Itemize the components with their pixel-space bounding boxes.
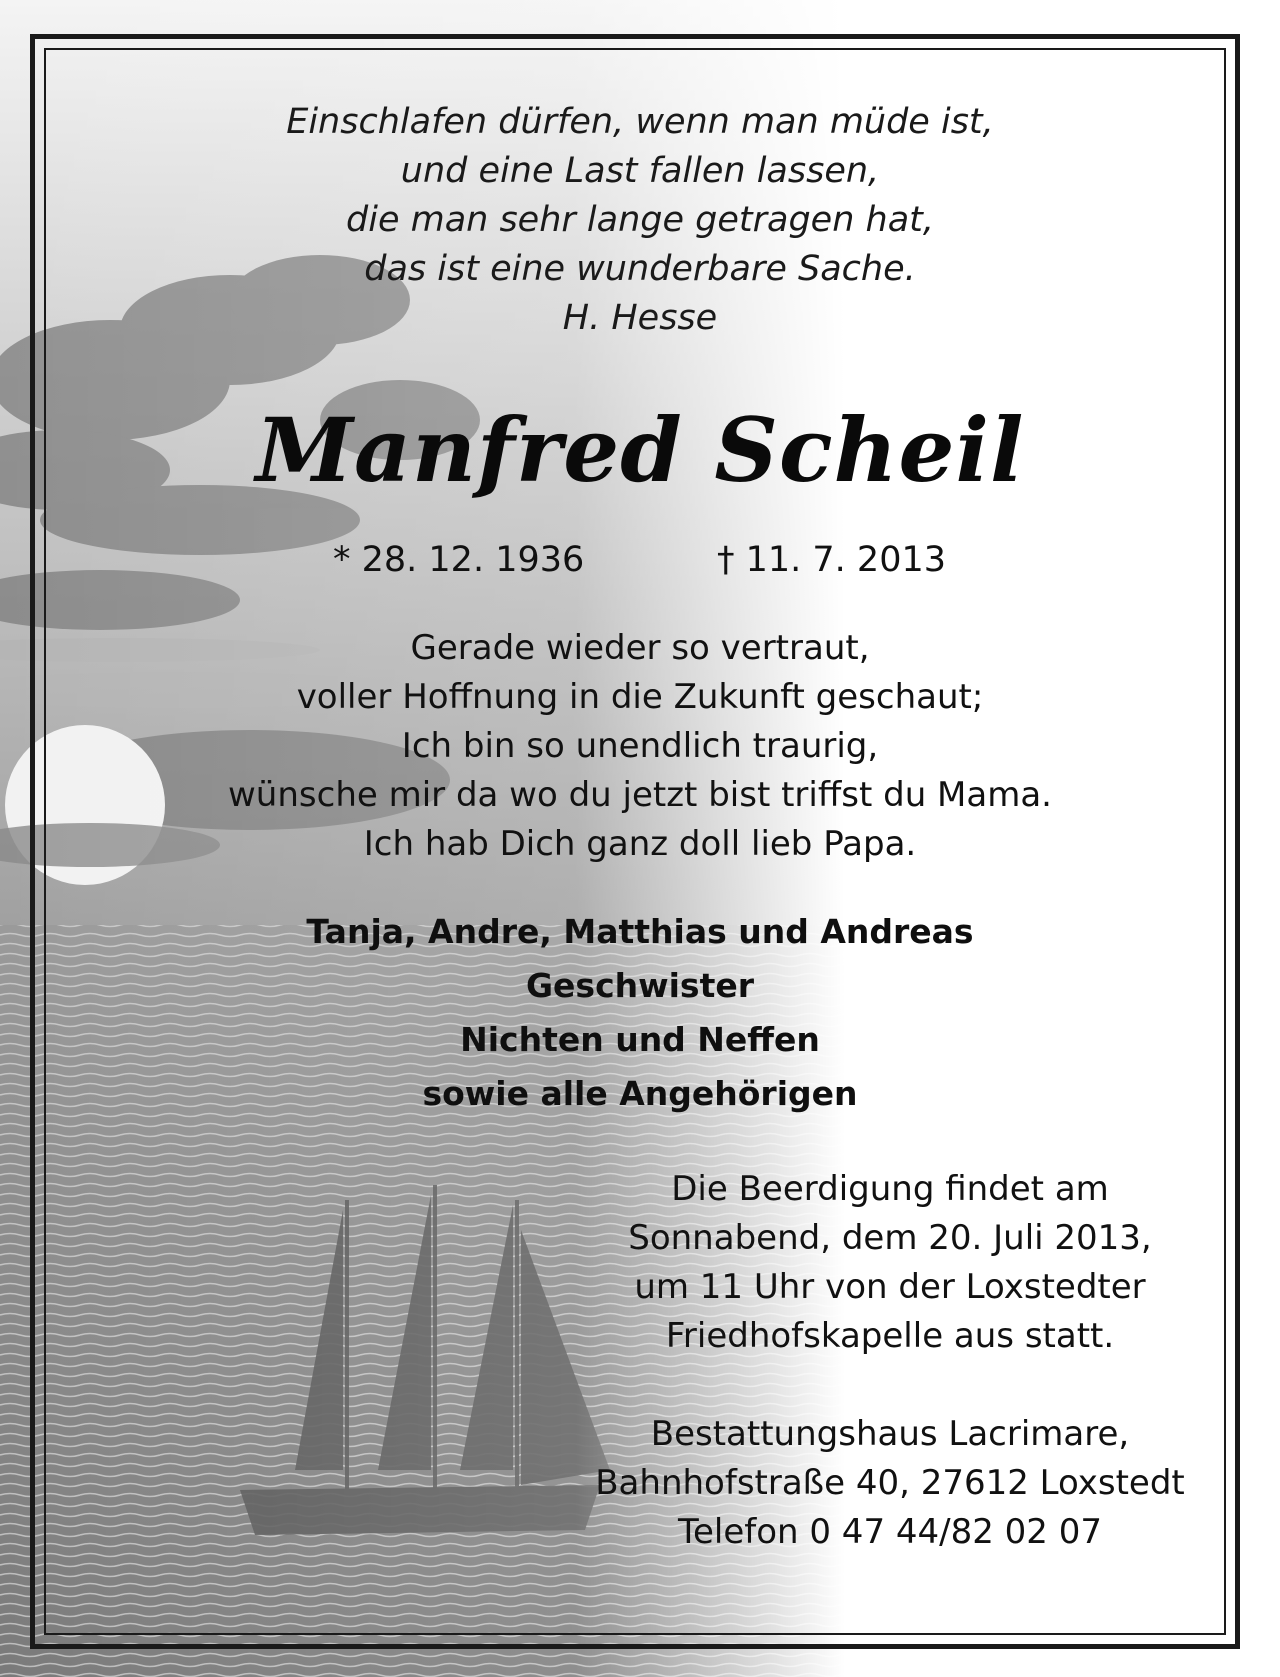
mourners	[0, 905, 1280, 1121]
funeral-line: Sonnabend, dem 20. Juli 2013,	[628, 1218, 1152, 1258]
hesse-quote	[0, 98, 1280, 343]
quote-line: Einschlafen dürfen, wenn man müde ist,	[286, 102, 994, 142]
poem-line: Ich hab Dich ganz doll lieb Papa.	[363, 824, 917, 864]
mourners-line: sowie alle Angehörigen	[422, 1074, 858, 1113]
mourners-line: Geschwister	[525, 966, 755, 1005]
poem-line: wünsche mir da wo du jetzt bist triffst du Mama.	[228, 775, 1052, 815]
quote-line: und eine Last fallen lassen,	[400, 151, 880, 191]
undertaker-contact	[570, 1410, 1210, 1557]
funeral-line: Friedhofskapelle aus statt.	[665, 1316, 1115, 1356]
quote-line: die man sehr lange getragen hat,	[346, 200, 934, 240]
funeral-line: um 11 Uhr von der Loxstedter	[634, 1267, 1146, 1307]
quote-line: das ist eine wunderbare Sache.	[364, 249, 916, 289]
mourners-line: Nichten und Neffen	[460, 1020, 820, 1059]
poem	[0, 624, 1280, 869]
undertaker-line: Bahnhofstraße 40, 27612 Loxstedt	[595, 1463, 1185, 1503]
funeral-notice	[570, 1165, 1210, 1361]
mourners-line: Tanja, Andre, Matthias und Andreas	[306, 912, 974, 951]
undertaker-line: Telefon 0 47 44/82 02 07	[677, 1512, 1103, 1552]
poem-line: Gerade wieder so vertraut,	[410, 628, 870, 668]
deceased-name: Manfred Scheil	[255, 398, 1025, 502]
birth-date: * 28. 12. 1936	[333, 540, 585, 580]
undertaker-line: Bestattungshaus Lacrimare,	[650, 1414, 1130, 1454]
funeral-line: Die Beerdigung findet am	[671, 1169, 1109, 1209]
poem-line: Ich bin so unendlich traurig,	[401, 726, 879, 766]
poem-line: voller Hoffnung in die Zukunft geschaut;	[296, 677, 984, 717]
quote-author: H. Hesse	[562, 298, 718, 338]
death-date: † 11. 7. 2013	[717, 540, 947, 580]
